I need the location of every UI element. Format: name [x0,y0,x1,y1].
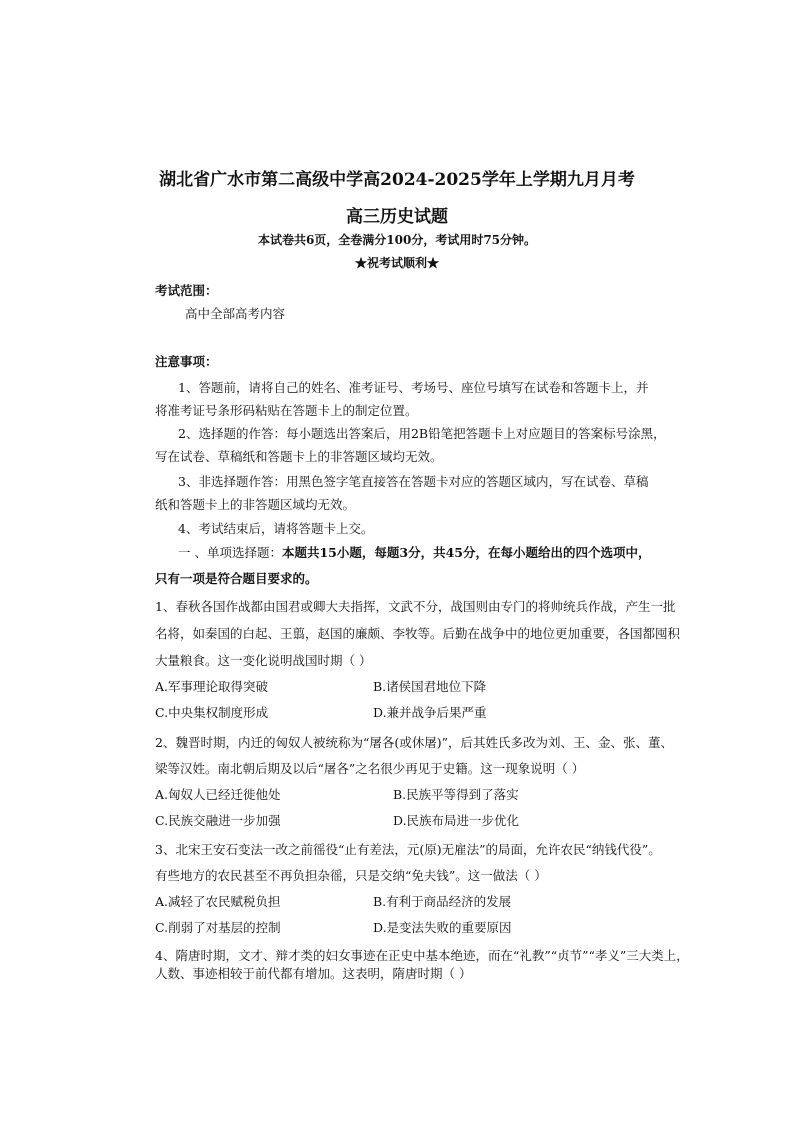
q3-option-b: B.有利于商品经济的发展 [373,894,512,909]
q1-option-c: C.中央集权制度形成 [155,705,269,720]
q3-line-1: 3、北宋王安石变法一改之前徭役“止有差法，元(原)无雇法”的局面，允许农民“纳钱代役”。 [155,842,661,857]
q2-option-c: C.民族交融进一步加强 [155,813,281,828]
scope-content: 高中全部高考内容 [185,306,286,321]
q4-line-1: 4、隋唐时期，文才、辩才类的妇女事迹在正史中基本绝迹，而在“礼教”“贞节”“孝义”三大类上， [155,948,689,963]
q1-line-1: 1、春秋各国作战都由国君或卿大夫指挥，文武不分，战国则由专门的将帅统兵作战，产生一批 [155,599,676,614]
q2-line-1: 2、魏晋时期，内迁的匈奴人被统称为“屠各(或休屠)”，后其姓氏多改为刘、王、金、张、董、 [155,735,673,750]
exam-info: 本试卷共6页，全卷满分100分，考试用时75分钟。 [257,233,537,247]
q3-line-2: 有些地方的农民甚至不再负担杂徭，只是交纳“免夫钱”。这一做法（ ） [155,868,547,883]
section-heading-line-2: 只有一项是符合题目要求的。 [155,571,318,586]
exam-subtitle: 高三历史试题 [346,207,448,227]
q3-option-a: A.减轻了农民赋税负担 [155,894,281,909]
note-2-line-2: 写在试卷、草稿纸和答题卡上的非答题区域均无效。 [155,449,443,464]
section-heading-line-1 [178,545,650,561]
exam-wish: ★祝考试顺利★ [354,256,439,270]
note-3-line-2: 纸和答题卡上的非答题区域均无效。 [155,497,356,512]
q1-line-3: 大量粮食。这一变化说明战国时期（ ） [155,653,372,668]
q2-option-b: B.民族平等得到了落实 [393,787,519,802]
q1-line-2: 名将，如秦国的白起、王翦，赵国的廉颇、李牧等。后勤在战争中的地位更加重要，各国都囤积 [155,626,681,641]
section-heading-rule: 本题共15小题，每题3分，共45分，在每小题给出的四个选项中， [281,545,651,560]
note-1-line-1: 1、答题前，请将自己的姓名、准考证号、考场号、座位号填写在试卷和答题卡上，并 [178,380,649,395]
exam-title: 湖北省广水市第二高级中学高2024-2025学年上学期九月月考 [159,170,635,190]
q2-option-a: A.匈奴人已经迁徙他处 [155,787,281,802]
note-1-line-2: 将准考证号条形码粘贴在答题卡上的制定位置。 [155,403,418,418]
q2-option-d: D.民族布局进一步优化 [393,813,520,828]
q1-option-a: A.军事理论取得突破 [155,679,269,694]
note-4: 4、考试结束后，请将答题卡上交。 [178,521,374,536]
scope-label: 考试范围： [155,283,218,298]
q2-line-2: 梁等汉姓。南北朝后期及以后“屠各”之名很少再见于史籍。这一现象说明（ ） [155,761,585,776]
note-3-line-1: 3、非选择题作答：用黑色签字笔直接答在答题卡对应的答题区域内，写在试卷、草稿 [178,474,649,489]
q1-option-b: B.诸侯国君地位下降 [373,679,487,694]
q1-option-d: D.兼并战争后果严重 [373,705,487,720]
notes-label: 注意事项： [155,354,218,369]
note-2-line-1: 2、选择题的作答：每小题选出答案后，用2B铅笔把答题卡上对应题目的答案标号涂黑， [178,426,666,441]
q3-option-c: C.削弱了对基层的控制 [155,920,281,935]
q4-line-2: 人数、事迹相较于前代都有增加。这表明，隋唐时期（ ） [155,966,472,981]
section-heading-prefix: 一 、单项选择题： [178,545,282,560]
q3-option-d: D.是变法失败的重要原因 [373,920,512,935]
